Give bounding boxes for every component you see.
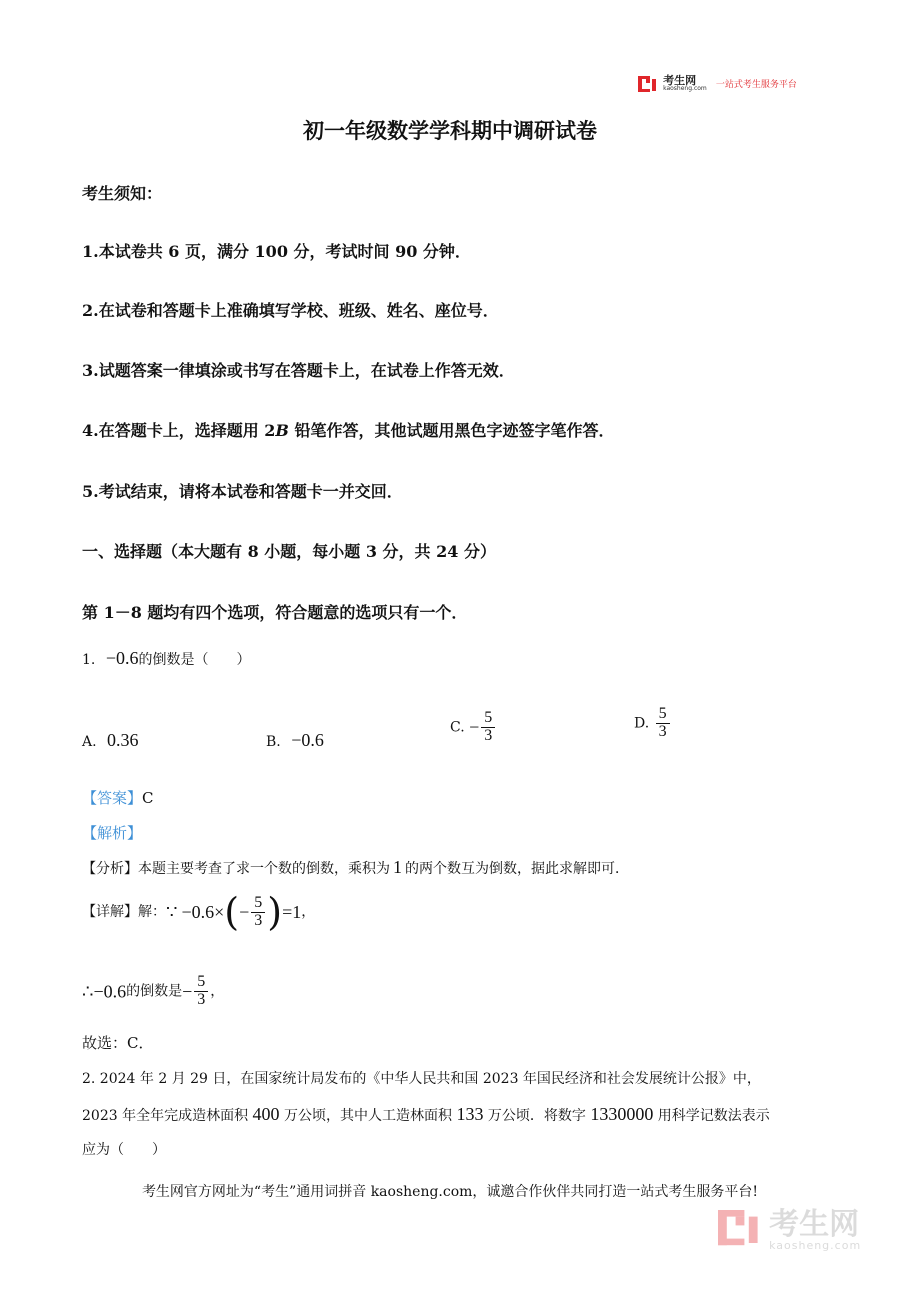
answer-tag: 【答案】	[82, 789, 143, 807]
right-paren: )	[267, 890, 283, 934]
q1-option-b[interactable]	[266, 730, 324, 751]
q1-suffix: 的倒数是（ ）	[138, 652, 251, 668]
question-1	[82, 648, 250, 669]
q2-line-2-a: 2023 年全年完成造林面积	[82, 1108, 253, 1124]
q1-option-c[interactable]	[450, 710, 497, 745]
option-c-sign: −	[469, 716, 480, 737]
concl-text: 的倒数是	[126, 983, 183, 1000]
q1-fenxi	[82, 857, 629, 878]
watermark-logo	[718, 1207, 862, 1252]
concl-fraction	[194, 974, 208, 1009]
notice-4-before: 4.在答题卡上，选择题用 2	[82, 421, 276, 440]
q2-num-133: 133	[456, 1104, 484, 1124]
left-paren: (	[224, 890, 240, 934]
option-d-label: D.	[634, 715, 650, 732]
option-c-label: C.	[450, 719, 465, 736]
detail-fraction	[251, 895, 265, 930]
concl-sign: −	[182, 981, 193, 1002]
q1-option-a[interactable]	[82, 730, 139, 751]
q2-line-1: 2. 2024 年 2 月 29 日，在国家统计局发布的《中华人民共和国 2023 年国民经济和社会发展统计公报》中，	[82, 1071, 761, 1087]
concl-den: 3	[197, 990, 206, 1008]
option-a-value: 0.36	[107, 730, 139, 750]
q2-num-1330000: 1330000	[590, 1104, 654, 1124]
footer-text: 考生网官方网址为“考生”通用词拼音 kaosheng.com，诚邀合作伙伴共同打造一站式考生服务平台!	[141, 1184, 759, 1200]
detail-rhs: =1	[282, 902, 302, 922]
option-c-fraction	[481, 710, 495, 745]
option-b-label: B.	[266, 734, 281, 750]
watermark-url: kaosheng.com	[769, 1239, 862, 1252]
q2-line-3: 应为（ ）	[82, 1142, 166, 1158]
detail-prefix: 解：	[138, 904, 166, 920]
detail-comma: ，	[301, 904, 316, 920]
answer-value: C	[142, 789, 154, 807]
detail-num: 5	[251, 895, 265, 913]
q2-num-400: 400	[252, 1104, 280, 1124]
q1-detail	[82, 890, 316, 934]
section-1-title: 一、选择题（本大题有 8 小题，每小题 3 分，共 24 分）	[82, 542, 496, 561]
detail-den: 3	[254, 911, 263, 929]
notice-4	[82, 418, 615, 441]
page-title: 初一年级数学学科期中调研试卷	[303, 118, 597, 143]
notice-heading: 考生须知：	[82, 184, 163, 203]
concl-num: 5	[194, 974, 208, 992]
option-b-value: −0.6	[291, 730, 324, 750]
concl-comma: ，	[210, 983, 225, 1000]
watermark-name: 考生网	[769, 1207, 860, 1242]
q2-line-2-d: 用科学记数法表示	[653, 1108, 770, 1124]
concl-expr: −0.6	[93, 981, 127, 1002]
notice-4-after: 铅笔作答，其他试题用黑色字迹签字笔作答．	[288, 421, 615, 440]
option-a-label: A.	[82, 734, 97, 750]
notice-2: 2.在试卷和答题卡上准确填写学校、班级、姓名、座位号．	[82, 301, 499, 320]
fenxi-tag: 【分析】	[82, 861, 138, 877]
fenxi-after: 的两个数互为倒数，据此求解即可．	[405, 861, 629, 877]
logo-name: 考生网	[663, 74, 697, 87]
q2-line-2	[82, 1104, 770, 1125]
notice-1: 1.本试卷共 6 页，满分 100 分，考试时间 90 分钟．	[82, 242, 471, 261]
fenxi-before: 本题主要考查了求一个数的倒数，乘积为	[138, 861, 390, 877]
detail-sign: −	[239, 902, 250, 922]
option-c-num: 5	[481, 710, 495, 728]
q2-line-2-c: 万公顷．将数字	[483, 1108, 591, 1124]
fenxi-one: 1	[393, 857, 402, 877]
notice-4-italic: B	[275, 421, 289, 440]
option-d-fraction	[656, 706, 670, 741]
notice-5: 5.考试结束，请将本试卷和答题卡一并交回．	[82, 482, 403, 501]
q1-option-d[interactable]	[634, 706, 672, 741]
notice-3: 3.试题答案一律填涂或书写在答题卡上，在试卷上作答无效．	[82, 361, 515, 380]
header-logo	[638, 73, 797, 92]
watermark-logo-icon	[718, 1210, 806, 1298]
analysis-tag: 【解析】	[82, 824, 143, 842]
kaosheng-logo-icon	[638, 76, 658, 92]
q1-expr: −0.6	[105, 648, 139, 668]
therefore-symbol: ∴	[82, 981, 94, 1002]
q1-conclusion	[82, 974, 224, 1009]
option-d-den: 3	[658, 722, 667, 740]
logo-url: kaosheng.com	[663, 85, 707, 92]
because-symbol: ∵	[166, 902, 178, 922]
q1-number: 1.	[82, 652, 96, 668]
section-1-note: 第 1－8 题均有四个选项，符合题意的选项只有一个．	[82, 603, 468, 622]
q1-answer	[82, 787, 154, 808]
detail-lhs: −0.6×	[181, 902, 225, 922]
detail-tag: 【详解】	[82, 904, 138, 920]
option-d-num: 5	[656, 706, 670, 724]
q1-choose: 故选：C．	[82, 1034, 154, 1052]
q2-line-2-b: 万公顷，其中人工造林面积	[279, 1108, 457, 1124]
logo-slogan: 一站式考生服务平台	[715, 80, 797, 90]
option-c-den: 3	[484, 726, 493, 744]
